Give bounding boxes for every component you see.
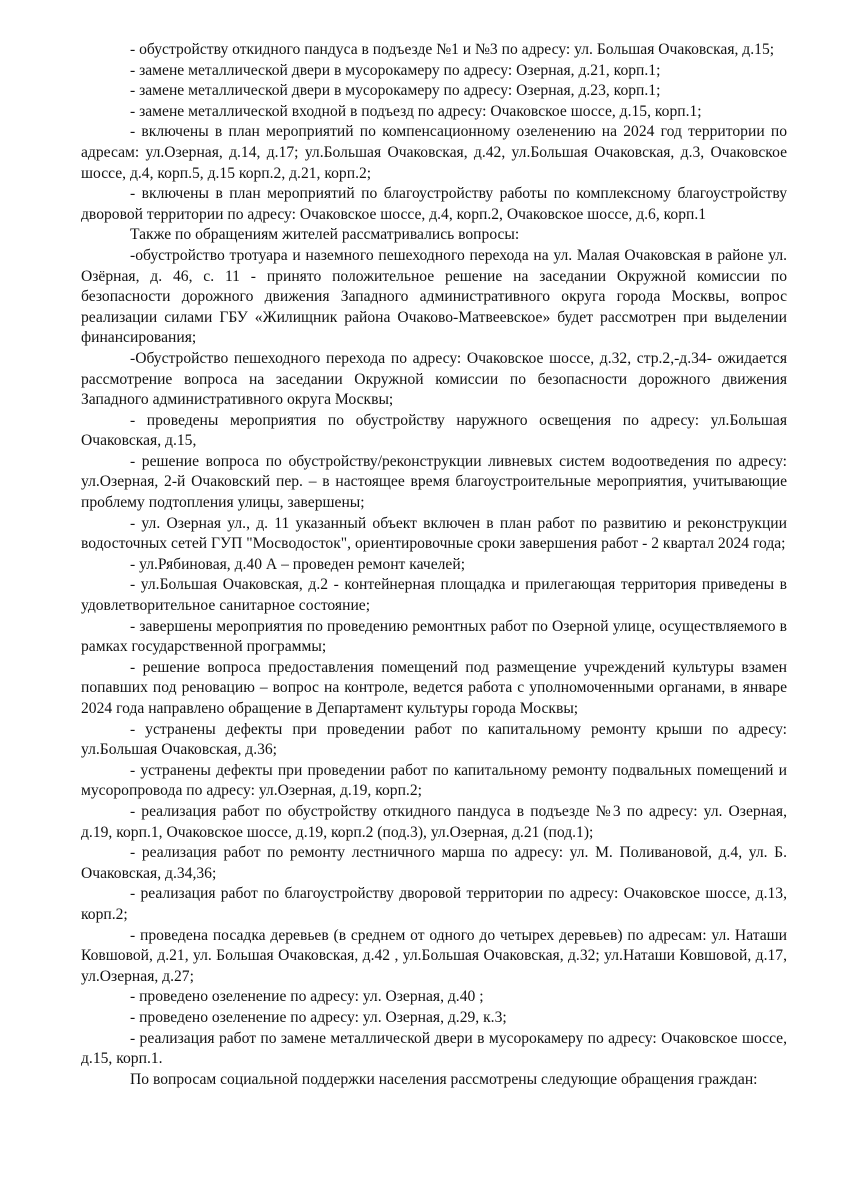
- paragraph-swing-repair: - ул.Рябиновая, д.40 А – проведен ремонт качелей;: [130, 555, 466, 573]
- paragraph-courtyard-ochakovskoe-13: - реализация работ по благоустройству дворовой территории по адресу: Очаковское шоссе, д.13, корп.2;: [81, 885, 787, 923]
- paragraph-courtyard-improvement-plan: - включены в план мероприятий по благоустройству работы по комплексному благоустройству дворовой территории по адресу: Очаковское шоссе, д.4, корп.2, Очаковское шоссе, д.6, корп.1: [81, 185, 787, 223]
- paragraph-ramp-ozernaya-19: - реализация работ по обустройству откидного пандуса в подъезде №3 по адресу: ул. Озерная, д.19, корп.1, Очаковское шоссе, д.19, корп.2 (под.3), ул.Озерная, д.21 (под.1);: [81, 802, 787, 841]
- paragraph-ramp-bolshaya-ochakovskaya-15: - обустройству откидного пандуса в подъезде №1 и №3 по адресу: ул. Большая Очаковская, д.15;: [130, 41, 775, 58]
- paragraph-compensatory-greening-plan: - включены в план мероприятий по компенсационному озеленению на 2024 год территории по адресам: ул.Озерная, д.14, д.17; ул.Большая Очаковская, д.42, ул.Большая Очаковская, д.3, Очаковское шоссе, д.4, корп.5, д.15 корп.2, д.21, корп.2;: [81, 123, 787, 182]
- paragraph-storm-drainage: - решение вопроса по обустройству/реконструкции ливневых систем водоотведения по адресу: ул.Озерная, 2-й Очаковский пер. – в настоящее время благоустроительные мероприятия, учитывающие проблему подтопления улицы, завершены;: [81, 452, 787, 512]
- paragraph-door-ozernaya-21: - замене металлической двери в мусорокамеру по адресу: Озерная, д.21, корп.1;: [130, 61, 661, 79]
- paragraph-drainage-network-ozernaya-11: - ул. Озерная ул., д. 11 указанный объект включен в план работ по развитию и реконструкции водосточных сетей ГУП "Мосводосток", ориентировочные сроки завершения работ - 2 квартал 2024 года;: [81, 514, 787, 553]
- paragraph-greening-ozernaya-40: - проведено озеленение по адресу: ул. Озерная, д.40 ;: [130, 988, 484, 1006]
- paragraph-sidewalk-crossing-malaya-ochakovskaya: -обустройство тротуара и наземного пешеходного перехода на ул. Малая Очаковская в районе ул. Озёрная, д. 46, с. 11 - принято положительное решение на заседании Окружной комиссии по безопасности дорожного движения Западного административного округа города Москвы, вопрос реализации силами ГБУ «Жилищник района Очаково-Матвеевское» будет рассмотрен при выделении финансирования;: [81, 246, 787, 347]
- paragraph-outdoor-lighting: - проведены мероприятия по обустройству наружного освещения по адресу: ул.Большая Очаковская, д.15,: [81, 411, 787, 450]
- paragraph-door-ozernaya-23: - замене металлической двери в мусорокамеру по адресу: Озерная, д.23, корп.1;: [130, 82, 661, 100]
- paragraph-ozernaya-street-repair: - завершены мероприятия по проведению ремонтных работ по Озерной улице, осуществляемого в рамках государственной программы;: [81, 617, 787, 656]
- paragraph-social-support-intro: По вопросам социальной поддержки населения рассмотрены следующие обращения граждан:: [130, 1070, 758, 1088]
- paragraph-greening-ozernaya-29: - проведено озеленение по адресу: ул. Озерная, д.29, к.3;: [130, 1008, 507, 1026]
- paragraph-residents-issues-intro: Также по обращениям жителей рассматривались вопросы:: [130, 226, 520, 244]
- document-page: [81, 40, 787, 1090]
- paragraph-basement-defects: - устранены дефекты при проведении работ по капитальному ремонту подвальных помещений и мусоропровода по адресу: ул.Озерная, д.19, корп.2;: [81, 761, 787, 800]
- paragraph-crossing-ochakovskoe-32: -Обустройство пешеходного перехода по адресу: Очаковское шоссе, д.32, стр.2,-д.34- ожидается рассмотрение вопроса на заседании Окружной комиссии по безопасности дорожного движения Западного административного округа Москвы;: [81, 349, 787, 409]
- paragraph-container-site: - ул.Большая Очаковская, д.2 - контейнерная площадка и прилегающая территория приведены в удовлетворительное санитарное состояние;: [81, 576, 787, 615]
- paragraph-entrance-door-ochakovskoe-15: - замене металлической входной в подъезд по адресу: Очаковское шоссе, д.15, корп.1;: [130, 102, 702, 120]
- paragraph-roof-defects: - устранены дефекты при проведении работ по капитальному ремонту крыши по адресу: ул.Большая Очаковская, д.36;: [81, 720, 787, 759]
- paragraph-door-replacement-ochakovskoe-15: - реализация работ по замене металлической двери в мусорокамеру по адресу: Очаковское шоссе, д.15, корп.1.: [81, 1029, 787, 1068]
- paragraph-staircase-repair: - реализация работ по ремонту лестничного марша по адресу: ул. М. Поливановой, д.4, ул. Б. Очаковская, д.34,36;: [81, 844, 787, 882]
- paragraph-culture-premises: - решение вопроса предоставления помещений под размещение учреждений культуры взамен попавших под реновацию – вопрос на контроле, ведется работа с уполномоченными органами, в январе 2024 года направлено обращение в Департамент культуры города Москвы;: [81, 658, 787, 717]
- paragraph-tree-planting: - проведена посадка деревьев (в среднем от одного до четырех деревьев) по адресам: ул. Наташи Ковшовой, д.21, ул. Большая Очаковская, д.42 , ул.Большая Очаковская, д.32; ул.Наташи Ковшовой, д.17, ул.Озерная, д.27;: [81, 926, 787, 985]
